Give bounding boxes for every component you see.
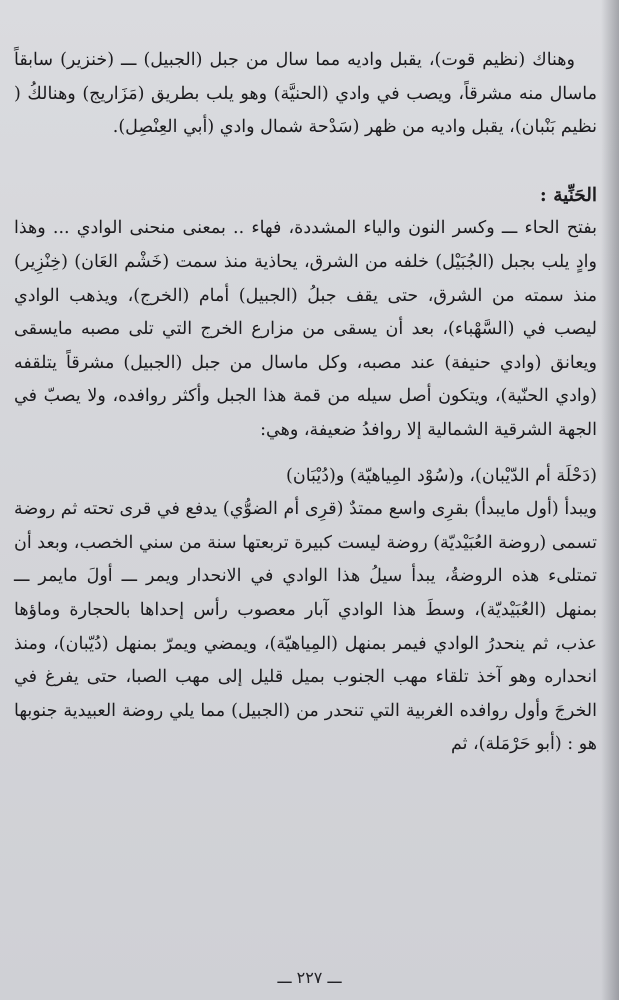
page-body-text bbox=[14, 44, 597, 762]
paragraph-valley-course: ويبدأ (أول مايبدأ) بقرِى واسع ممتدٌ (قرِى أم الضوُّي) يدفع في قرى تحته ثم روضة تسمى (روضة العُبَيْديّة) روضة ليست كبيرة تربعتها سنة من سني الخصب، وبعد أن تمتلىء هذه الروضةُ، يبدأ سيلُ هذا الوادي في الانحدار ويمر ـــ أولَ مايمر ـــ بمنهل (العُبَيْديّة)، وسطَ هذا الوادي آبار معصوب رأس إحداها بالحجارة وماؤها عذب، ثم ينحدرُ الوادي فيمر بمنهل (المِياهيّة)، ويمضي ويمرّ بمنهل (دُيّبان)، ومنذ انحداره وهو آخذ تلقاء مهب الجنوب بميل قليل إلى مهب الصبا، حتى يفرغ في الخرجَ وأول روافده الغربية التي تنحدر من (الجبيل) مما يلي روضة العبيدية جنوبها هو : (أبو حَرْمَلة)، ثم bbox=[14, 499, 597, 755]
paragraph-tributaries-list: (دَحْلَة أم الدّيْبان)، و(سُوْد المِياهيّة) و(دُيْبَان) bbox=[286, 465, 597, 486]
page-edge-shadow bbox=[601, 0, 619, 1000]
paragraph-alhaniyya-description: بفتح الحاء ـــ وكسر النون والياء المشددة، فهاء .. بمعنى منحنى الوادي ... وهذا وادٍ يلب بجبل (الجُبَيْل) خلفه من الشرق، يحاذية منذ سمت (خَشْم العَان) (خِنْزِير) منذ سمته من الشرق، حتى يقف جبلُ (الجبيل) أمام (الخرج)، ويذهب الوادي ليصب في (السَّهْباء)، بعد أن يسقى من مزارع الخرج التي تلى مصبه مايسقى ويعانق (وادي حنيفة) عند مصبه، وكل ماسال من جبل (الجبيل) مشرقاً يتلقفه (وادي الحنّية)، ويتكون أصل سيله من قمة هذا الجبل وأكثر روافده، ولا يصبّ في الجهة الشرقية الشمالية إلا روافدُ ضعيفة، وهي: bbox=[14, 218, 597, 440]
page-number: ـــ ٢٢٧ ـــ bbox=[277, 968, 342, 987]
paragraph-nazim-qut: وهناك (نظيم قوت)، يقبل واديه مما سال من جبل (الجبيل) ـــ (خنزير) سابقاً ماسال منه مشرقاً، ويصب في وادي (الحنيَّة) وهو يلب بطريق (مَزَاريج) وهنالكُ ( نظيم بَنْبان)، يقبل واديه من ظهر (سَدْحة شمال وادي (أبي العِنْصِل). bbox=[14, 50, 597, 138]
section-heading-alhaniyya: الحَنِّية : bbox=[539, 184, 597, 206]
